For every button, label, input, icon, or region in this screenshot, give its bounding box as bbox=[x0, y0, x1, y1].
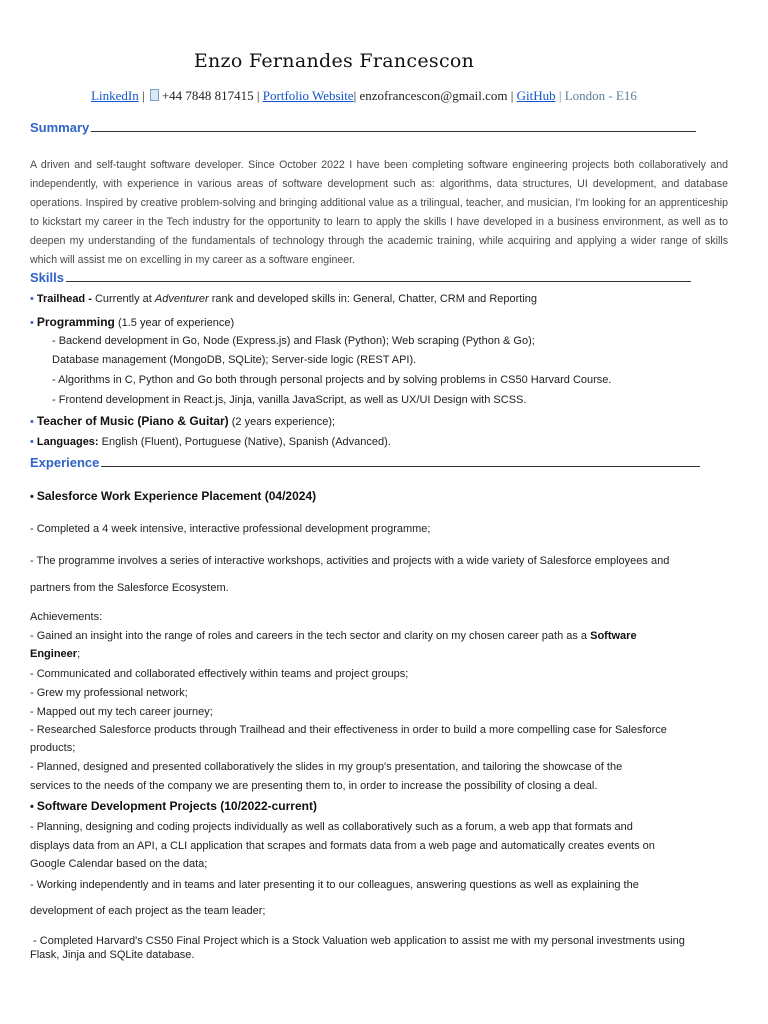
skills-title: Skills bbox=[30, 270, 64, 285]
skill-trailhead bbox=[30, 293, 537, 305]
section-rule bbox=[91, 130, 696, 132]
job-line: - Completed a 4 week intensive, interactive professional development programme; bbox=[30, 523, 431, 535]
job-line: Flask, Jinja and SQLite database. bbox=[30, 949, 195, 961]
skills-heading bbox=[30, 270, 700, 285]
skill-label: Teacher of Music (Piano & Guitar) bbox=[36, 414, 229, 428]
achievement-emphasis: Engineer bbox=[30, 648, 78, 660]
achievement-text: - Gained an insight into the range of roles and careers in the tech sector and clarity on my chosen career path as a bbox=[30, 630, 588, 642]
bullet-icon: • bbox=[30, 317, 34, 329]
skill-label: Languages: bbox=[36, 436, 99, 448]
achievement-item bbox=[30, 648, 80, 660]
list-item: - Frontend development in React.js, Jinja, vanilla JavaScript, as well as UX/UI Design with SCSS. bbox=[52, 394, 527, 406]
candidate-name: Enzo Fernandes Francescon bbox=[193, 50, 475, 72]
section-rule bbox=[101, 465, 700, 467]
skill-languages bbox=[30, 436, 391, 448]
section-rule bbox=[66, 280, 691, 282]
job-line: development of each project as the team leader; bbox=[30, 905, 266, 917]
separator: | bbox=[507, 88, 517, 103]
email-address: enzofrancescon@gmail.com bbox=[359, 88, 508, 103]
bullet-icon: • bbox=[30, 801, 34, 813]
bullet-icon: • bbox=[30, 491, 34, 503]
location: London - E16 bbox=[564, 88, 637, 103]
achievement-text: ; bbox=[77, 648, 81, 660]
skill-label: Programming bbox=[36, 315, 115, 329]
job-title-projects bbox=[30, 799, 317, 813]
achievement-item: - Researched Salesforce products through Trailhead and their effectiveness in order to build a more compelling case for Salesforce bbox=[30, 724, 667, 736]
list-item: Database management (MongoDB, SQLite); Server-side logic (REST API). bbox=[52, 354, 417, 366]
skill-text: Currently at bbox=[94, 293, 152, 305]
achievement-item: - Planned, designed and presented collaboratively the slides in my group's presentation, and tailoring the showcase of the bbox=[30, 761, 623, 773]
job-title-salesforce bbox=[30, 489, 316, 503]
job-line: - Working independently and in teams and later presenting it to our colleagues, answering questions as well as explaining the bbox=[30, 879, 639, 891]
separator: | bbox=[138, 88, 148, 103]
experience-title: Experience bbox=[30, 455, 100, 470]
github-link[interactable]: GitHub bbox=[516, 88, 556, 103]
job-line: Google Calendar based on the data; bbox=[30, 858, 208, 870]
job-line: displays data from an API, a CLI application that scrapes and formats data from a web page and automatically creates events on bbox=[30, 840, 655, 852]
separator: | bbox=[353, 88, 360, 103]
phone-number: +44 7848 817415 bbox=[161, 88, 254, 103]
achievement-item: services to the needs of the company we are presenting them to, in order to increase the possibility of closing a deal. bbox=[30, 780, 598, 792]
achievements-label: Achievements: bbox=[30, 611, 103, 623]
skill-note: (2 years experience); bbox=[231, 416, 336, 428]
achievement-item bbox=[30, 630, 637, 642]
job-title: Salesforce Work Experience Placement (04/2024) bbox=[36, 489, 317, 503]
bullet-icon: • bbox=[30, 436, 34, 448]
separator: | bbox=[253, 88, 263, 103]
skill-label: Trailhead - bbox=[36, 293, 92, 305]
list-item: - Backend development in Go, Node (Express.js) and Flask (Python); Web scraping (Python & Go); bbox=[52, 335, 535, 347]
skill-teacher bbox=[30, 414, 335, 428]
achievement-emphasis: Software bbox=[590, 630, 637, 642]
achievement-item: - Grew my professional network; bbox=[30, 687, 188, 699]
separator: | bbox=[555, 88, 565, 103]
phone-icon bbox=[150, 89, 159, 101]
summary-title: Summary bbox=[30, 120, 90, 135]
rank-name: Adventurer bbox=[154, 293, 209, 305]
job-line: - The programme involves a series of interactive workshops, activities and projects with a wide variety of Salesforce employees and bbox=[30, 555, 670, 567]
skill-note: (1.5 year of experience) bbox=[117, 317, 235, 329]
achievement-item: - Communicated and collaborated effectively within teams and project groups; bbox=[30, 668, 409, 680]
portfolio-link[interactable]: Portfolio Website bbox=[262, 88, 354, 103]
achievement-item: - Mapped out my tech career journey; bbox=[30, 706, 213, 718]
list-item: - Algorithms in C, Python and Go both through personal projects and by solving problems in CS50 Harvard Course. bbox=[52, 374, 612, 386]
linkedin-link[interactable]: LinkedIn bbox=[91, 88, 139, 103]
skill-programming bbox=[30, 315, 234, 329]
job-line: partners from the Salesforce Ecosystem. bbox=[30, 582, 229, 594]
achievement-item: products; bbox=[30, 742, 76, 754]
summary-text: A driven and self-taught software developer. Since October 2022 I have been completing software engineering projects both collaboratively and independently, with experience in various areas of software development such as: algorithms, data structures, UI development, and database operations. Inspired by creative problem-solving and bringing additional value as a trilingual, teacher, and musician, I'm looking for an apprenticeship to kickstart my career in the Tech industry for the opportunity to learn to apply the skills I have developed in a business environment, as well as to deepen my understanding of the fundamentals of technology through the academic training, while acquiring and applying a wider range of skills which will assist me on excelling in my career as a software engineer. bbox=[30, 159, 728, 266]
job-line: - Completed Harvard's CS50 Final Project which is a Stock Valuation web application to assist me with my personal investments using bbox=[30, 935, 685, 947]
summary-heading bbox=[30, 120, 700, 135]
job-title: Software Development Projects (10/2022-current) bbox=[36, 799, 317, 813]
experience-heading bbox=[30, 455, 700, 470]
contact-line bbox=[0, 88, 728, 104]
skill-text: rank and developed skills in: General, Chatter, CRM and Reporting bbox=[211, 293, 538, 305]
bullet-icon: • bbox=[30, 416, 34, 428]
bullet-icon: • bbox=[30, 293, 34, 305]
skill-text: English (Fluent), Portuguese (Native), Spanish (Advanced). bbox=[101, 436, 391, 448]
job-line: - Planning, designing and coding projects individually as well as collaboratively such as a forum, a web app that formats and bbox=[30, 821, 633, 833]
